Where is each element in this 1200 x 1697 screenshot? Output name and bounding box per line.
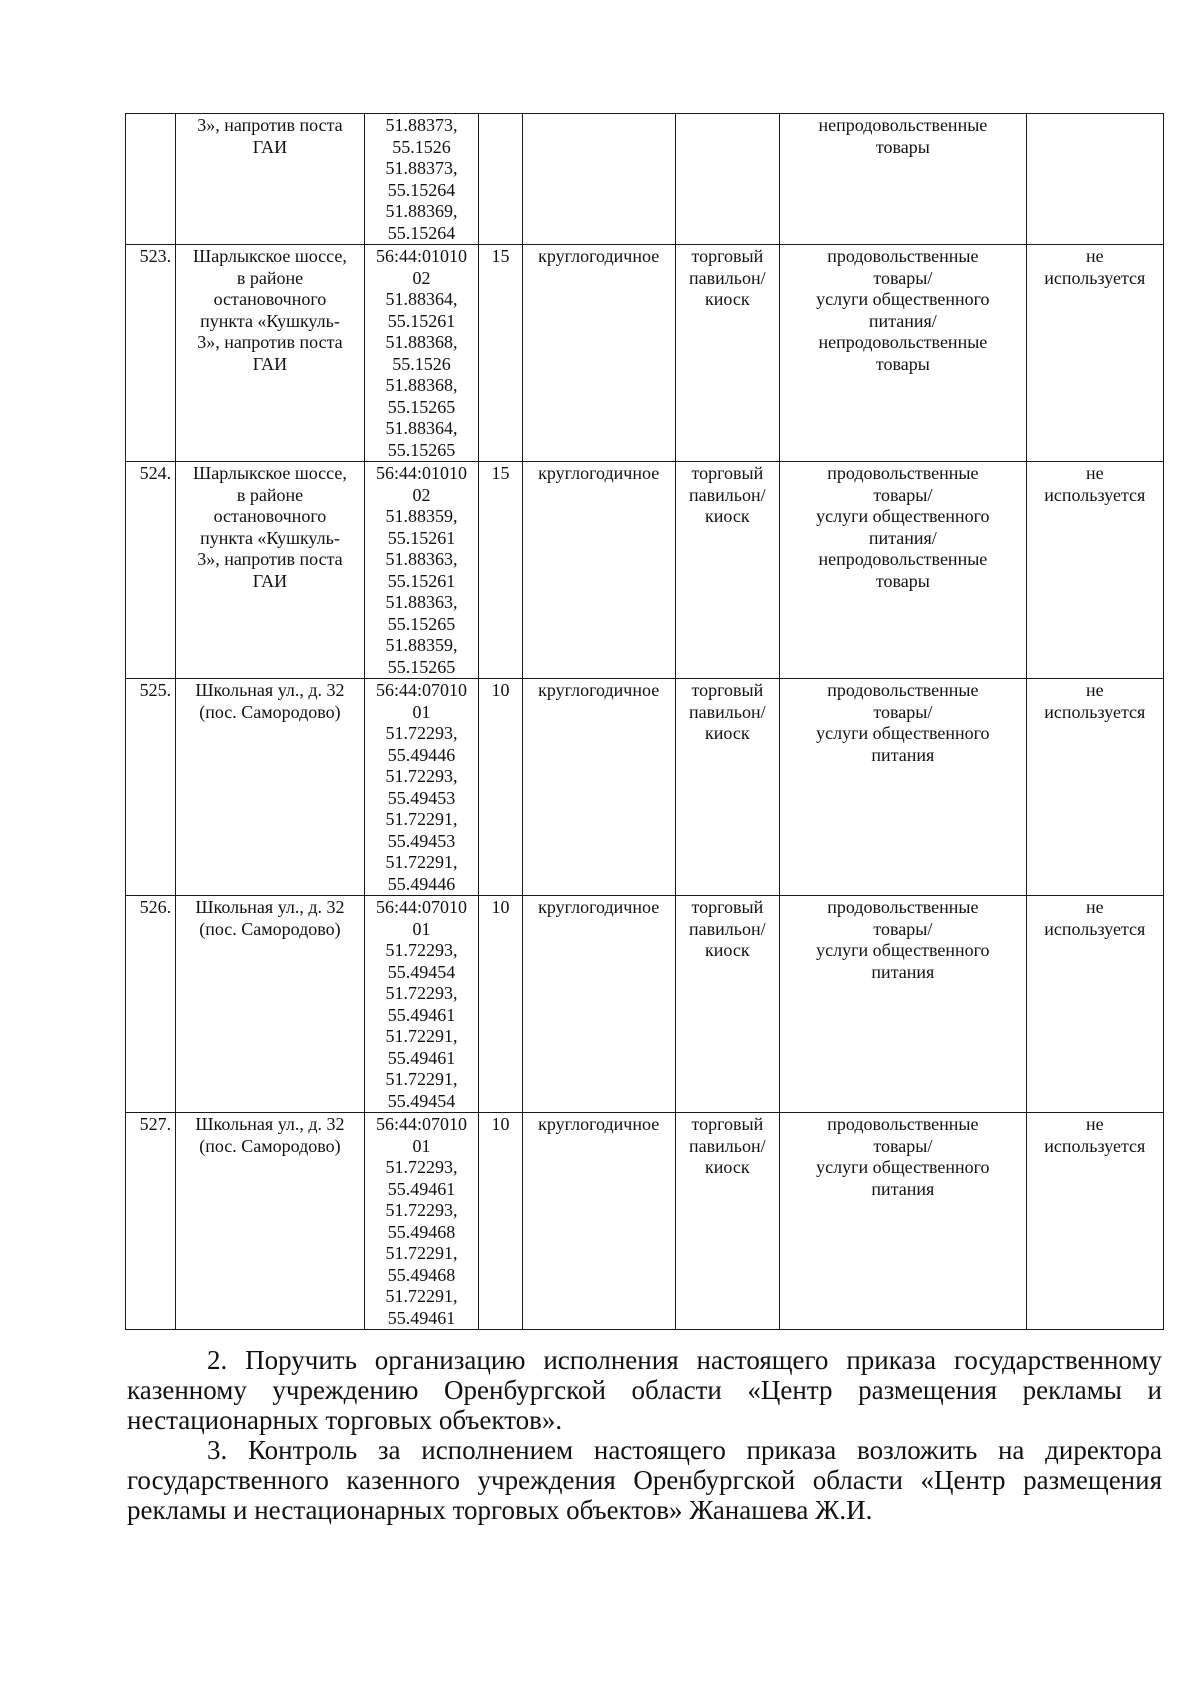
cell-mode: круглогодичное bbox=[522, 245, 675, 462]
cell-number: 526. bbox=[126, 896, 176, 1113]
cell-object-type: торговый павильон/ киоск bbox=[675, 1113, 780, 1330]
cell-mode bbox=[522, 114, 675, 245]
paragraph-2: 2. Поручить организацию исполнения настоящего приказа государственному казенному учреждению Оренбургской области «Центр размещения рекламы и нестационарных торговых объектов». bbox=[127, 1345, 1162, 1435]
cell-coords: 56:44:01010 02 51.88364, 55.15261 51.88368, 55.1526 51.88368, 55.15265 51.88364, 55.15265 bbox=[364, 245, 478, 462]
registry-table bbox=[125, 113, 1164, 1330]
cell-number: 525. bbox=[126, 679, 176, 896]
cell-area: 15 bbox=[479, 245, 523, 462]
cell-mode: круглогодичное bbox=[522, 896, 675, 1113]
cell-mode: круглогодичное bbox=[522, 1113, 675, 1330]
cell-specialization: продовольственные товары/ услуги общественного питания bbox=[780, 1113, 1026, 1330]
table-row bbox=[126, 462, 1164, 679]
paragraph-3: 3. Контроль за исполнением настоящего приказа возложить на директора государственного казенного учреждения Оренбургской области «Центр размещения рекламы и нестационарных торговых объектов» Жанашева Ж.И. bbox=[127, 1435, 1162, 1525]
cell-object-type: торговый павильон/ киоск bbox=[675, 462, 780, 679]
cell-number: 527. bbox=[126, 1113, 176, 1330]
cell-number bbox=[126, 114, 176, 245]
cell-address: 3», напротив поста ГАИ bbox=[176, 114, 365, 245]
cell-object-type: торговый павильон/ киоск bbox=[675, 896, 780, 1113]
table-row bbox=[126, 1113, 1164, 1330]
cell-address: Школьная ул., д. 32 (пос. Самородово) bbox=[176, 679, 365, 896]
cell-area bbox=[479, 114, 523, 245]
cell-status: не используется bbox=[1026, 1113, 1163, 1330]
cell-area: 10 bbox=[479, 679, 523, 896]
cell-address: Шарлыкское шоссе, в районе остановочного пункта «Кушкуль- 3», напротив поста ГАИ bbox=[176, 245, 365, 462]
cell-address: Школьная ул., д. 32 (пос. Самородово) bbox=[176, 896, 365, 1113]
cell-status: не используется bbox=[1026, 462, 1163, 679]
cell-area: 10 bbox=[479, 896, 523, 1113]
cell-status: не используется bbox=[1026, 896, 1163, 1113]
table-row bbox=[126, 245, 1164, 462]
table-row bbox=[126, 679, 1164, 896]
cell-coords: 56:44:01010 02 51.88359, 55.15261 51.88363, 55.15261 51.88363, 55.15265 51.88359, 55.15265 bbox=[364, 462, 478, 679]
cell-mode: круглогодичное bbox=[522, 462, 675, 679]
cell-specialization: непродовольственные товары bbox=[780, 114, 1026, 245]
cell-coords: 56:44:07010 01 51.72293, 55.49446 51.72293, 55.49453 51.72291, 55.49453 51.72291, 55.49446 bbox=[364, 679, 478, 896]
cell-mode: круглогодичное bbox=[522, 679, 675, 896]
cell-object-type: торговый павильон/ киоск bbox=[675, 679, 780, 896]
cell-coords: 51.88373, 55.1526 51.88373, 55.15264 51.88369, 55.15264 bbox=[364, 114, 478, 245]
cell-area: 10 bbox=[479, 1113, 523, 1330]
table-row-continuation bbox=[126, 114, 1164, 245]
cell-status: не используется bbox=[1026, 679, 1163, 896]
order-text bbox=[127, 1345, 1162, 1525]
cell-status bbox=[1026, 114, 1163, 245]
cell-number: 523. bbox=[126, 245, 176, 462]
cell-area: 15 bbox=[479, 462, 523, 679]
cell-coords: 56:44:07010 01 51.72293, 55.49461 51.72293, 55.49468 51.72291, 55.49468 51.72291, 55.49461 bbox=[364, 1113, 478, 1330]
cell-specialization: продовольственные товары/ услуги общественного питания/ непродовольственные товары bbox=[780, 245, 1026, 462]
cell-specialization: продовольственные товары/ услуги общественного питания/ непродовольственные товары bbox=[780, 462, 1026, 679]
cell-specialization: продовольственные товары/ услуги общественного питания bbox=[780, 896, 1026, 1113]
cell-number: 524. bbox=[126, 462, 176, 679]
table-row bbox=[126, 896, 1164, 1113]
cell-object-type bbox=[675, 114, 780, 245]
cell-specialization: продовольственные товары/ услуги общественного питания bbox=[780, 679, 1026, 896]
cell-address: Школьная ул., д. 32 (пос. Самородово) bbox=[176, 1113, 365, 1330]
cell-status: не используется bbox=[1026, 245, 1163, 462]
cell-coords: 56:44:07010 01 51.72293, 55.49454 51.72293, 55.49461 51.72291, 55.49461 51.72291, 55.49454 bbox=[364, 896, 478, 1113]
cell-object-type: торговый павильон/ киоск bbox=[675, 245, 780, 462]
cell-address: Шарлыкское шоссе, в районе остановочного пункта «Кушкуль- 3», напротив поста ГАИ bbox=[176, 462, 365, 679]
